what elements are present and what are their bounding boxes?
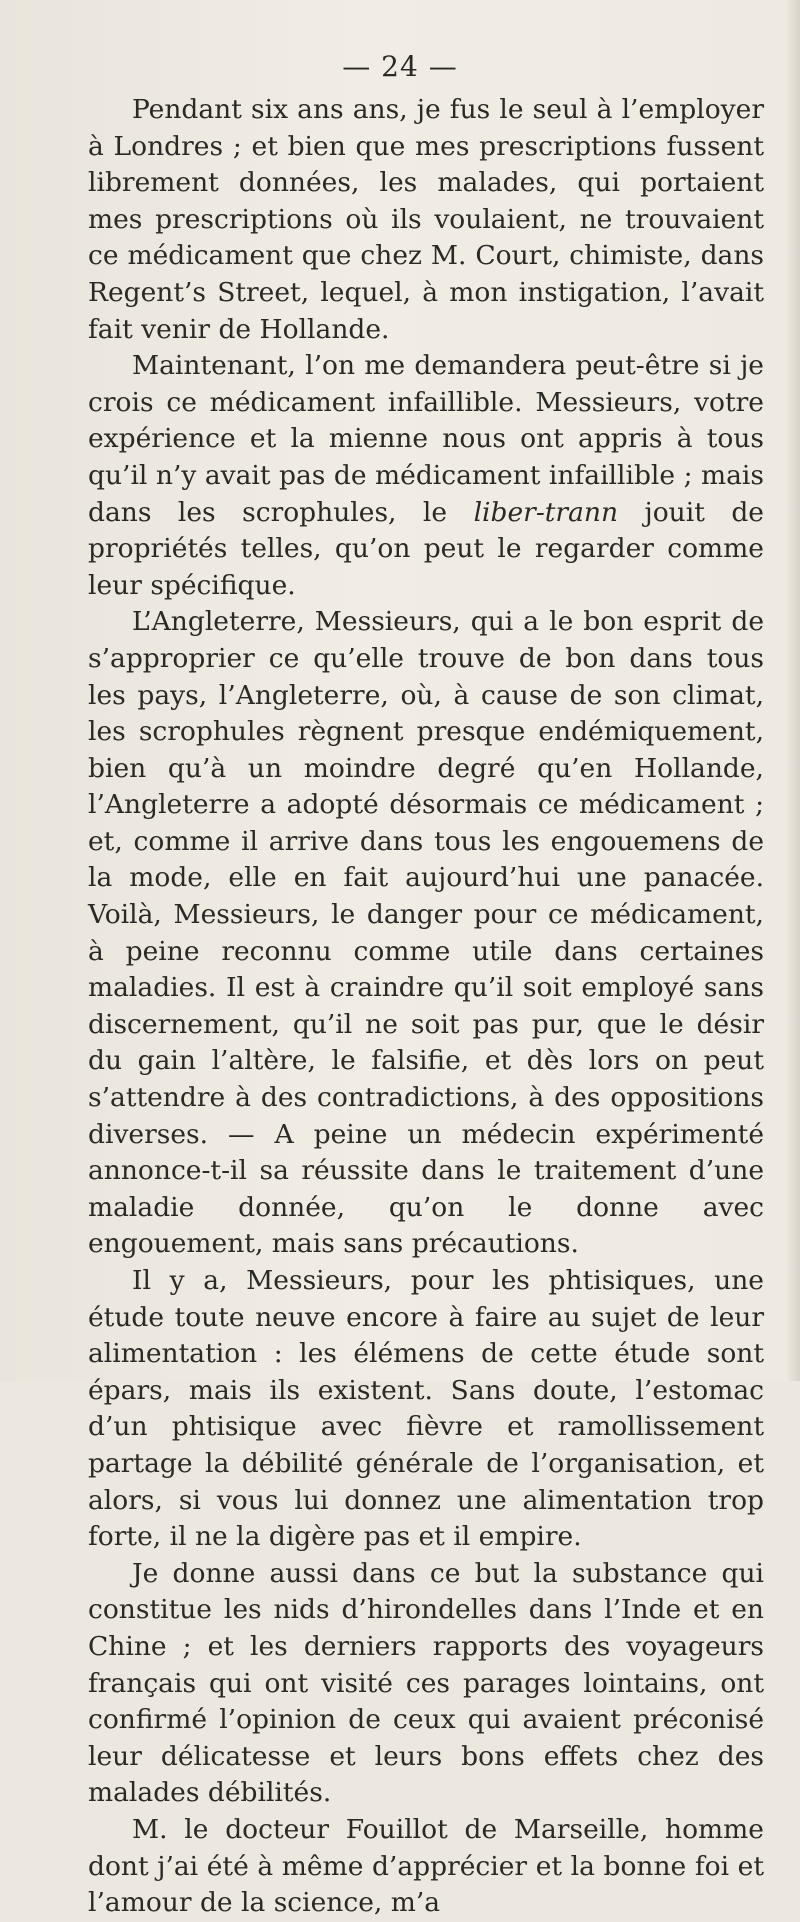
paragraph-text: L’Angleterre, Messieurs, qui a le bon esprit de s’approprier ce qu’elle trouve de bon dans tous les pays, l’Angleterre, où, à cause de son climat, les scrophules règnent presque endémiquement, bien qu’à un moindre degré qu’en Hollande, l’Angleterre a adopté désormais ce médicament ; et, comme il arrive dans tous les engouemens de la mode, elle en fait aujourd’hui une panacée. Voilà, Messieurs, le danger pour ce médicament, à peine reconnu comme utile dans certaines maladies. Il est à craindre qu’il soit employé sans discernement, qu’il ne soit pas pur, que le désir du gain l’altère, le falsifie, et dès lors on peut s’attendre à des contradictions, à des oppositions diverses. — A peine un médecin expérimenté annonce-t-il sa réussite dans le traitement d’une maladie donnée, qu’on le donne avec engouement, mais sans précautions. — [88, 606, 764, 1260]
paragraph — [88, 348, 764, 604]
page-number: — 24 — — [342, 50, 458, 83]
paragraph — [88, 1812, 764, 1922]
paragraph-text: Maintenant, l’on me demandera peut-être si je crois ce médicament infaillible. Messieurs, votre expérience et la mienne nous ont appris à tous qu’il n’y avait pas de médicament infaillible ; mais dans les scrophules, le — [88, 350, 764, 528]
paragraph-text: Je donne aussi dans ce but la substance qui constitue les nids d’hirondelles dans l’Inde et en Chine ; et les derniers rapports des voyageurs français qui ont visité ces parages lointains, ont confirmé l’opinion de ceux qui avaient préconisé leur délicatesse et leurs bons effets chez des malades débilités. — [88, 1557, 764, 1809]
paragraph — [88, 1263, 764, 1556]
italic-term: liber-trann — [473, 496, 619, 528]
paragraph — [88, 92, 764, 348]
body-text — [88, 92, 764, 1922]
paragraph — [88, 604, 764, 1263]
paragraph — [88, 1556, 764, 1812]
paragraph-text: jouit de propriétés telles, qu’on peut le regarder comme leur spécifique. — [88, 496, 764, 601]
page-edge-shadow — [786, 0, 800, 1381]
paragraph-text: Il y a, Messieurs, pour les phtisiques, une étude toute neuve encore à faire au sujet de leur alimentation : les élémens de cette étude sont épars, mais ils existent. Sans doute, l’estomac d’un phtisique avec fièvre et ramollissement partage la débilité générale de l’organisation, et alors, si vous lui donnez une alimentation trop forte, il ne la digère pas et il empire. — [88, 1265, 764, 1553]
paragraph-text: M. le docteur Fouillot de Marseille, homme dont j’ai été à même d’apprécier et la bonne foi et l’amour de la science, m’a — [88, 1813, 764, 1919]
paragraph-text: Pendant six ans ans, je fus le seul à l’employer à Londres ; et bien que mes prescriptions fussent librement données, les malades, qui portaient mes prescriptions où ils voulaient, ne trouvaient ce médicament que chez M. Court, chimiste, dans Regent’s Street, lequel, à mon instigation, l’avait fait venir de Hollande. — [88, 94, 764, 345]
